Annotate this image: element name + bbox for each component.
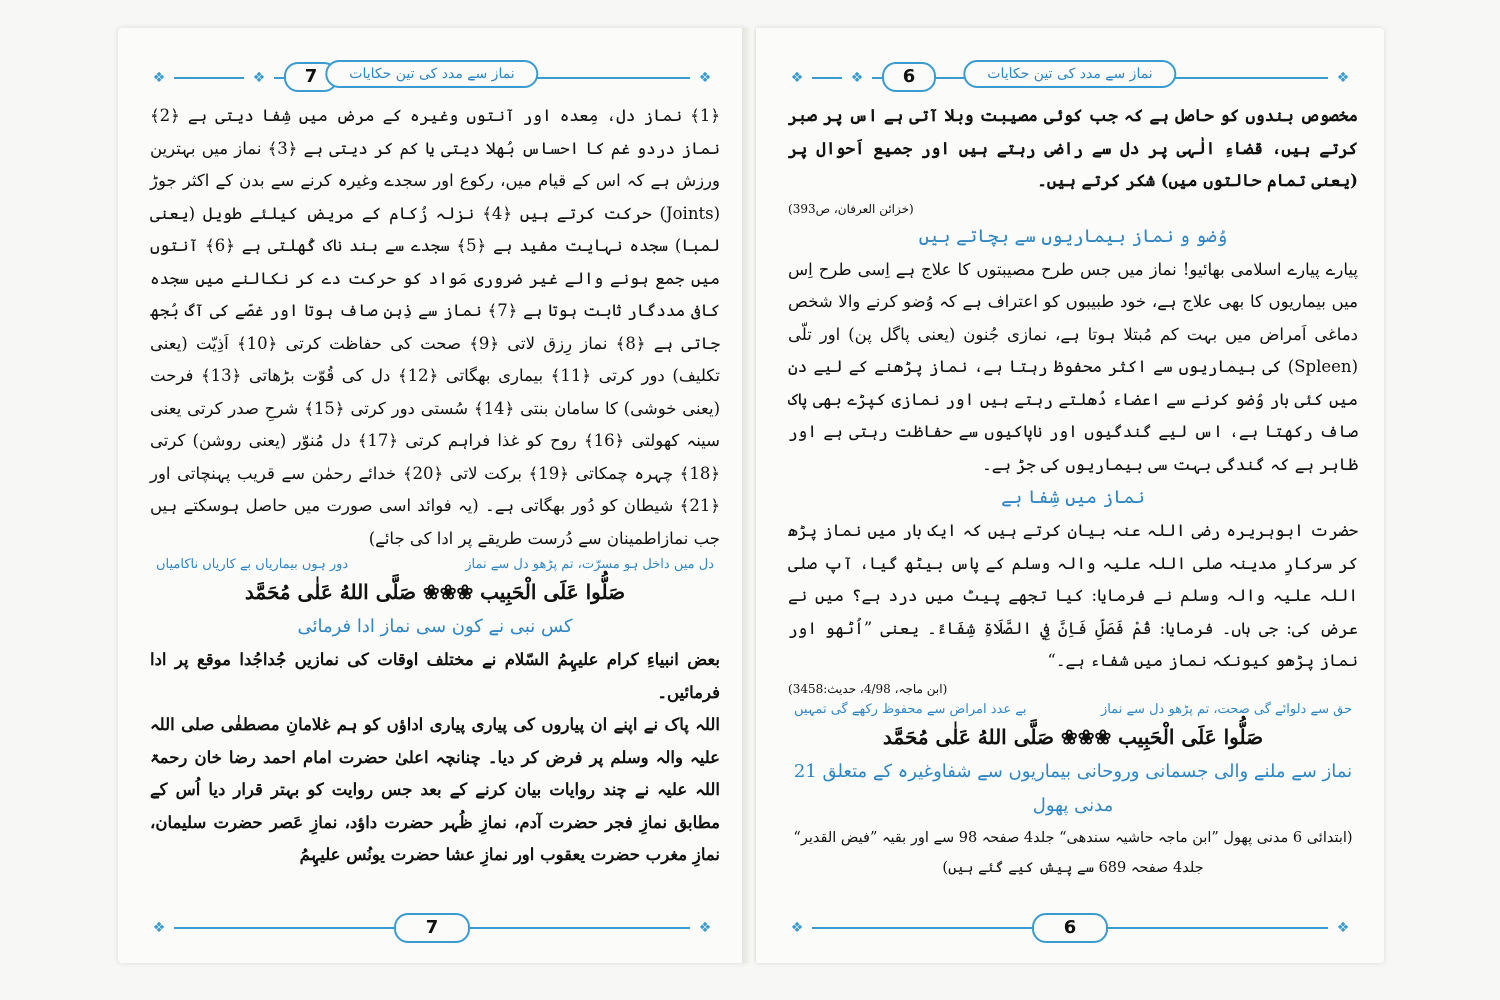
left-page-content bbox=[150, 100, 720, 872]
header-page-number: 6 bbox=[882, 62, 936, 92]
left-page bbox=[118, 28, 746, 963]
durood-line: صَلُّوا عَلَى الْحَبِيب ❀❀❀ صَلَّى اللهُ عَلٰى مُحَمَّد bbox=[244, 580, 626, 604]
footer-page-number: 6 bbox=[1032, 913, 1108, 943]
section-heading: وُضو و نماز بیماریوں سے بچاتے ہیں bbox=[918, 225, 1228, 247]
ornament-icon: ❖ bbox=[690, 68, 720, 88]
right-page-content bbox=[788, 100, 1358, 883]
poem-left: بے عدد امراض سے محفوظ رکھے گی تمہیں bbox=[794, 701, 1027, 717]
header-page-number: 7 bbox=[284, 62, 338, 92]
ornament-icon: ❖ bbox=[690, 918, 720, 938]
ornament-icon: ❖ bbox=[144, 68, 174, 88]
left-page-header bbox=[144, 60, 720, 90]
ornament-icon: ❖ bbox=[782, 918, 812, 938]
paragraph: اللہ پاک نے اپنے ان پیاروں کی پیاری پیاری اداؤں کو ہم غلامانِ مصطفٰی صلی اللہ علیہ والہ وسلم پر فرض کر دیا۔ چنانچہ اعلیٰ حضرت امام احمد رضا خان رحمۃ اللہ علیہ نے چند روایات بیان کرنے کے بعد جس روایت کو بہتر قرار دیا اُس کے مطابق نمازِ فجر حضرت آدم، نمازِ ظُہر حضرت داؤد، نمازِ عَصر حضرت سلیمان، نمازِ مغرب حضرت یعقوب اور نمازِ عشا حضرت یونُس علیہِمُ bbox=[150, 715, 720, 864]
poem-left: دور ہوں بیماریاں بے کاریاں ناکامیاں bbox=[156, 557, 349, 572]
section-heading: نماز میں شِفا ہے bbox=[1001, 487, 1145, 508]
paragraph: مخصوص بندوں کو حاصل ہے کہ جب کوئی مصیبت وبلا آتی ہے اس پر صبر کرتے ہیں، قضاءِ الٰہی پر دل سے راضی رہتے ہیں اور جمیع اَحوال پر (یعنی تمام حالتوں میں) شکر کرتے ہیں۔ bbox=[788, 106, 1358, 190]
ornament-icon: ❖ bbox=[842, 68, 872, 88]
paragraph: بعض انبیاءِ کرام علیہِمُ السّلام نے مختلف اوقات کی نمازیں جُداجُدا موقع پر ادا فرمائیں۔ bbox=[150, 650, 720, 702]
ornament-icon: ❖ bbox=[1328, 918, 1358, 938]
right-page bbox=[756, 28, 1384, 963]
ornament-icon: ❖ bbox=[144, 918, 174, 938]
right-page-footer bbox=[782, 913, 1358, 943]
paragraph: حضرت ابوہریرہ رضی اللہ عنہ بیان کرتے ہیں کہ ایک بار میں نماز پڑھ کر سرکارِ مدینہ صلی اللہ علیہ والہ وسلم کے پاس بیٹھ گیا، آپ صلی اللہ علیہ والہ وسلم نے فرمایا: کیا تجھے پیٹ میں درد ہے؟ میں نے عرض کی: جی ہاں۔ فرمایا: قُمْ فَصَلِّ فَاِنَّ فِي الصَّلَاةِ شِفَاءً۔ یعنی ”اُٹھو اور نماز پڑھو کیونکہ نماز میں شفاء ہے۔“ bbox=[788, 521, 1358, 670]
poem-line bbox=[150, 557, 720, 572]
poem-line bbox=[788, 702, 1358, 717]
poem-right: حق سے دلوائے گی صحت، تم پڑھو دل سے نماز bbox=[1100, 701, 1352, 717]
source-note: (ابتدائی 6 مدنی پھول ”ابن ماجہ حاشیہ سندھی“ جلد4 صفحہ 98 سے اور بقیہ ”فیض القدیر“ جلد4 صفحہ 689 سے پیش کیے گئے ہیں) bbox=[793, 829, 1353, 876]
left-page-footer bbox=[144, 913, 720, 943]
ornament-icon: ❖ bbox=[782, 68, 812, 88]
section-heading: کس نبی نے کون سی نماز ادا فرمائی bbox=[297, 616, 573, 637]
benefits-paragraph: ﴿1﴾ نماز دل، مِعدہ اور آنتوں وغیرہ کے مرض میں شِفا دیتی ہے ﴿2﴾ نماز دردو غم کا احساس بُھلا دیتی یا کم کر دیتی ہے ﴿3﴾ نماز میں بہترین ورزش ہے کہ اس کے قیام میں، رکوع اور سجدے وغیرہ کرنے سے بدن کے اکثر جوڑ (Joints) حرکت کرتے ہیں ﴿4﴾ نزلہ زُکام کے مریض کیلئے طویل (یعنی لمبا) سجدہ نہایت مفید ہے ﴿5﴾ سجدے سے بند ناک کُھلتی ہے ﴿6﴾ آنتوں میں جمع ہونے والے غیر ضروری مَواد کو حرکت دے کر نکالنے میں سجدہ کافی مددگار ثابت ہوتا ہے ﴿7﴾ نماز سے ذِہن صاف ہوتا اور غصّے کی آگ بُجھ جاتی ہے ﴿8﴾ نماز رِزق لاتی ﴿9﴾ صحت کی حفاظت کرتی ﴿10﴾ اَذِیّت (یعنی تکلیف) دور کرتی ﴿11﴾ بیماری بھگاتی ﴿12﴾ دل کی قُوّت بڑھاتی ﴿13﴾ فرحت (یعنی خوشی) کا سامان بنتی ﴿14﴾ سُستی دور کرتی ﴿15﴾ شرحِ صدر کرتی یعنی سینہ کھولتی ﴿16﴾ روح کو غذا فراہم کرتی ﴿17﴾ دل مُنوّر (یعنی روشن) کرتی ﴿18﴾ چہرہ چمکاتی ﴿19﴾ برکت لاتی ﴿20﴾ خدائے رحمٰن سے قریب پہنچاتی اور ﴿21﴾ شیطان کو دُور بھگاتی ہے۔ (یہ فوائد اسی صورت میں حاصل ہوسکتے ہیں جب نمازاطمینان سے دُرست طریقے پر ادا کی جائے) bbox=[150, 106, 721, 548]
right-page-header bbox=[782, 60, 1358, 90]
section-heading: نماز سے ملنے والی جسمانی وروحانی بیماریوں سے شفاوغیرہ کے متعلق 21 مدنی پھول bbox=[793, 760, 1353, 816]
header-title: نماز سے مدد کی تین حکایات bbox=[963, 60, 1176, 88]
footer-page-number: 7 bbox=[394, 913, 470, 943]
reference: (ابن ماجہ، 4/98، حدیث:3458) bbox=[788, 681, 948, 696]
durood-line: صَلُّوا عَلَى الْحَبِيب ❀❀❀ صَلَّى اللهُ عَلٰى مُحَمَّد bbox=[882, 724, 1264, 749]
reference: (خزائن العرفان، ص393) bbox=[788, 201, 914, 216]
poem-right: دل میں داخل ہو مسرّت، تم پڑھو دل سے نماز bbox=[465, 557, 714, 572]
ornament-icon: ❖ bbox=[244, 68, 274, 88]
paragraph: پیارے پیارے اسلامی بھائیو! نماز میں جس طرح مصیبتوں کا علاج ہے اِسی طرح اِس میں بیماریوں کا بھی علاج ہے، خود طبیبوں کو اعتراف ہے کہ وُضو کرنے والا شخص دماغی اَمراض میں بہت کم مُبتلا ہوتا ہے، نمازی جُنون (یعنی پاگل پن) اور تلّی (Spleen) کی بیماریوں سے اکثر محفوظ رہتا ہے، نماز پڑھنے کے لیے دن میں کئی بار وُضو کرنے سے اعضاء دُھلتے رہتے ہیں اور نمازی کپڑے بھی پاک صاف رکھتا ہے، اس لیے گندگیوں اور ناپاکیوں سے حفاظت رہتی ہے اور ظاہر ہے کہ گندگی بہت سی بیماریوں کی جڑ ہے۔ bbox=[788, 259, 1358, 474]
ornament-icon: ❖ bbox=[1328, 68, 1358, 88]
header-title: نماز سے مدد کی تین حکایات bbox=[325, 60, 538, 88]
